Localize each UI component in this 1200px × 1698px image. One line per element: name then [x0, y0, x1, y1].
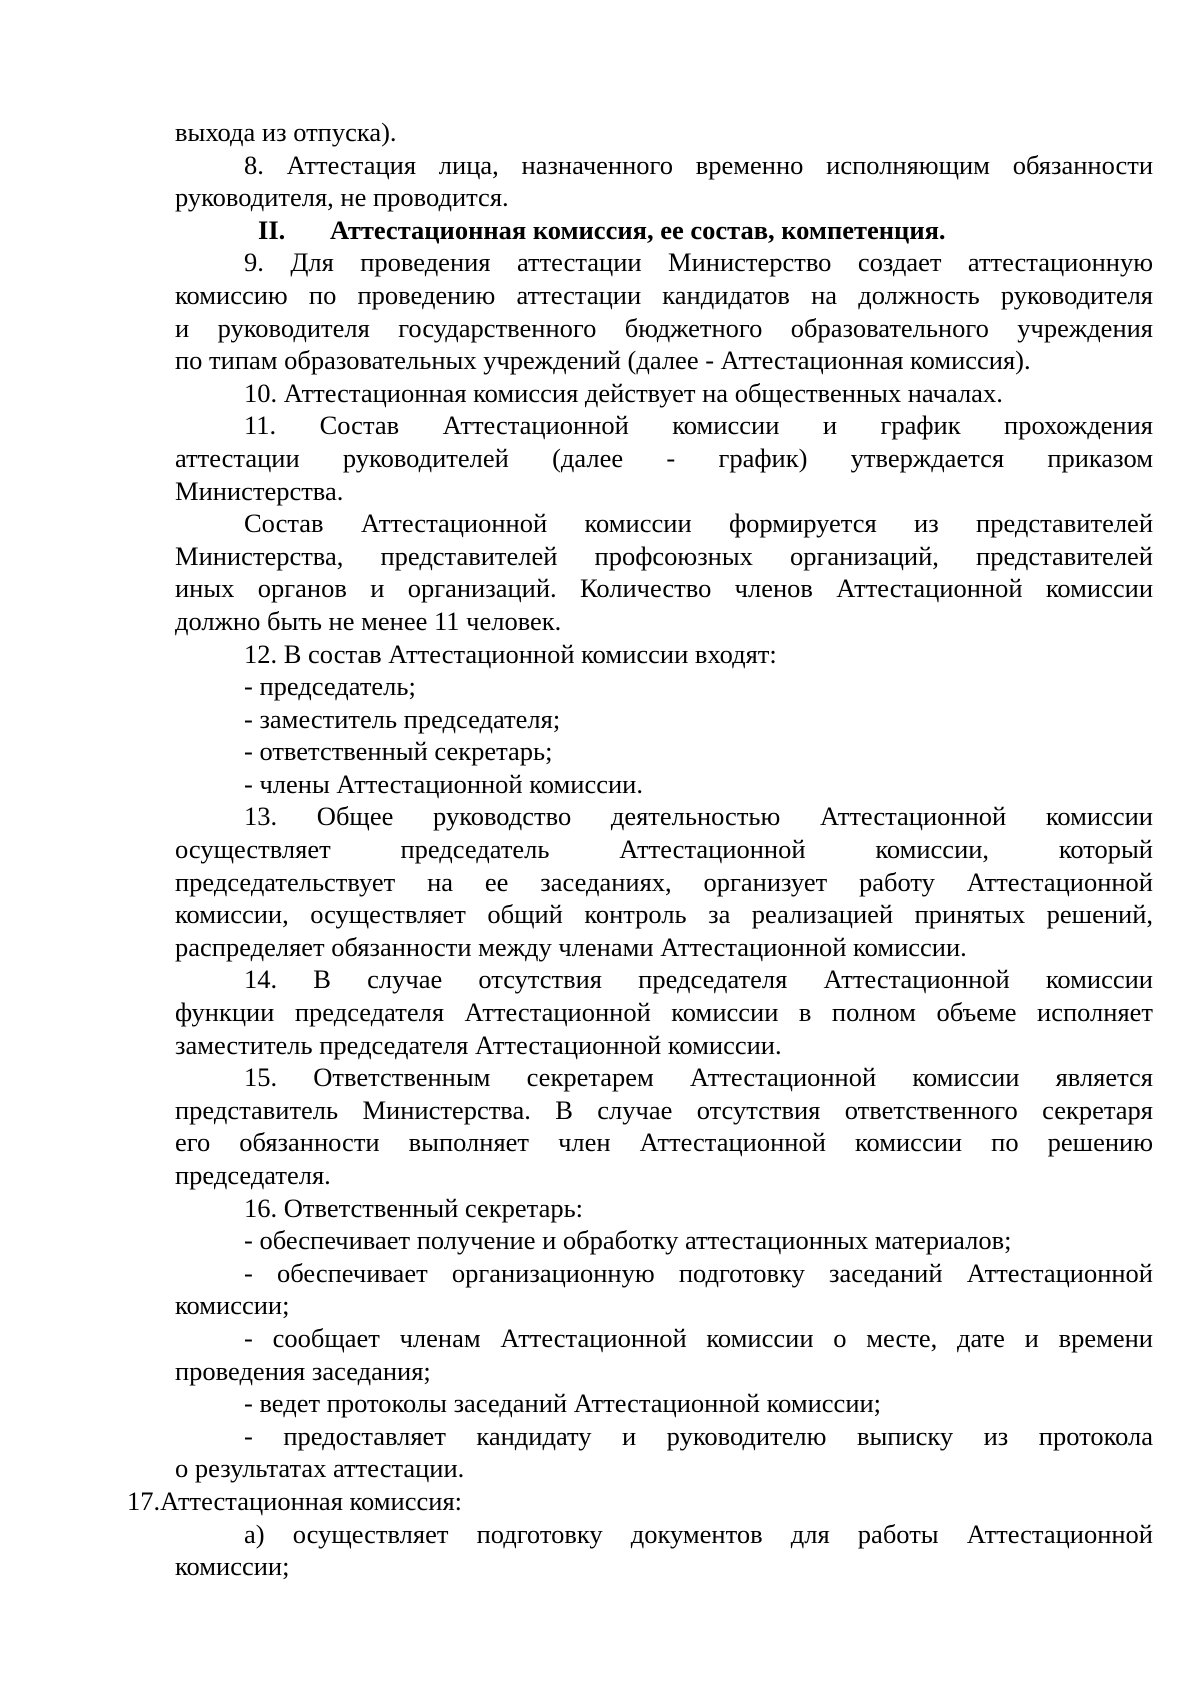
- text-line: 8. Аттестация лица, назначенного временно исполняющим обязанности: [244, 149, 1153, 180]
- document-page: [127, 116, 1153, 1583]
- text-line: 13. Общее руководство деятельностью Аттестационной комиссии: [244, 801, 1153, 832]
- text-line: комиссии;: [175, 1551, 290, 1582]
- text-line: заместитель председателя Аттестационной комиссии.: [175, 1029, 782, 1060]
- text-line: должно быть не менее 11 человек.: [175, 605, 562, 636]
- list-item: а) осуществляет подготовку документов для работы Аттестационной: [244, 1518, 1153, 1549]
- list-item: - ведет протоколы заседаний Аттестационной комиссии;: [244, 1388, 882, 1419]
- list-item: - предоставляет кандидату и руководителю выписку из протокола: [244, 1420, 1153, 1451]
- section-title: Аттестационная комиссия, ее состав, компетенция.: [330, 214, 946, 245]
- text-line: комиссии;: [175, 1290, 290, 1321]
- text-line: 10. Аттестационная комиссия действует на общественных началах.: [244, 377, 1003, 408]
- text-line: иных органов и организаций. Количество членов Аттестационной комиссии: [175, 573, 1153, 604]
- text-line: Министерства.: [175, 475, 344, 506]
- text-line: о результатах аттестации.: [175, 1453, 465, 1484]
- section-heading: [175, 214, 1153, 247]
- list-item: - председатель;: [244, 671, 416, 702]
- list-item: - обеспечивает получение и обработку аттестационных материалов;: [244, 1225, 1012, 1256]
- text-line: Состав Аттестационной комиссии формируется из представителей: [244, 508, 1153, 539]
- text-line: Министерства, представителей профсоюзных организаций, представителей: [175, 540, 1153, 571]
- section-number: II.: [258, 214, 286, 245]
- text-line: 9. Для проведения аттестации Министерство создает аттестационную: [244, 247, 1153, 278]
- list-item: - ответственный секретарь;: [244, 736, 553, 767]
- text-line: председателя.: [175, 1160, 331, 1190]
- text-line: распределяет обязанности между членами Аттестационной комиссии.: [175, 931, 967, 962]
- text-line: комиссию по проведению аттестации кандидатов на должность руководителя: [175, 279, 1153, 310]
- text-line: председательствует на ее заседаниях, организует работу Аттестационной: [175, 866, 1153, 897]
- list-item: - члены Аттестационной комиссии.: [244, 768, 643, 799]
- text-line: 14. В случае отсутствия председателя Аттестационной комиссии: [244, 964, 1153, 995]
- list-item: - заместитель председателя;: [244, 703, 561, 734]
- text-line: аттестации руководителей (далее - график) утверждается приказом: [175, 442, 1153, 473]
- text-line: проведения заседания;: [175, 1355, 431, 1386]
- text-line: по типам образовательных учреждений (далее - Аттестационная комиссия).: [175, 345, 1031, 376]
- text-line: руководителя, не проводится.: [175, 182, 509, 213]
- text-line: его обязанности выполняет член Аттестационной комиссии по решению: [175, 1127, 1153, 1158]
- list-item: - обеспечивает организационную подготовку заседаний Аттестационной: [244, 1257, 1153, 1288]
- text-line: комиссии, осуществляет общий контроль за реализацией принятых решений,: [175, 899, 1153, 930]
- text-line: 16. Ответственный секретарь:: [244, 1192, 584, 1223]
- text-line: выхода из отпуска).: [175, 117, 397, 147]
- list-item: - сообщает членам Аттестационной комиссии о месте, дате и времени: [244, 1322, 1153, 1353]
- text-line: и руководителя государственного бюджетного образовательного учреждения: [175, 312, 1153, 343]
- text-line: 11. Состав Аттестационной комиссии и график прохождения: [244, 410, 1153, 441]
- text-line: осуществляет председатель Аттестационной комиссии, который: [175, 834, 1153, 865]
- text-line: 17.Аттестационная комиссия:: [127, 1485, 462, 1516]
- text-line: 15. Ответственным секретарем Аттестационной комиссии является: [244, 1062, 1153, 1093]
- text-line: функции председателя Аттестационной комиссии в полном объеме исполняет: [175, 997, 1153, 1028]
- text-line: представитель Министерства. В случае отсутствия ответственного секретаря: [175, 1094, 1153, 1125]
- text-line: 12. В состав Аттестационной комиссии входят:: [244, 638, 777, 669]
